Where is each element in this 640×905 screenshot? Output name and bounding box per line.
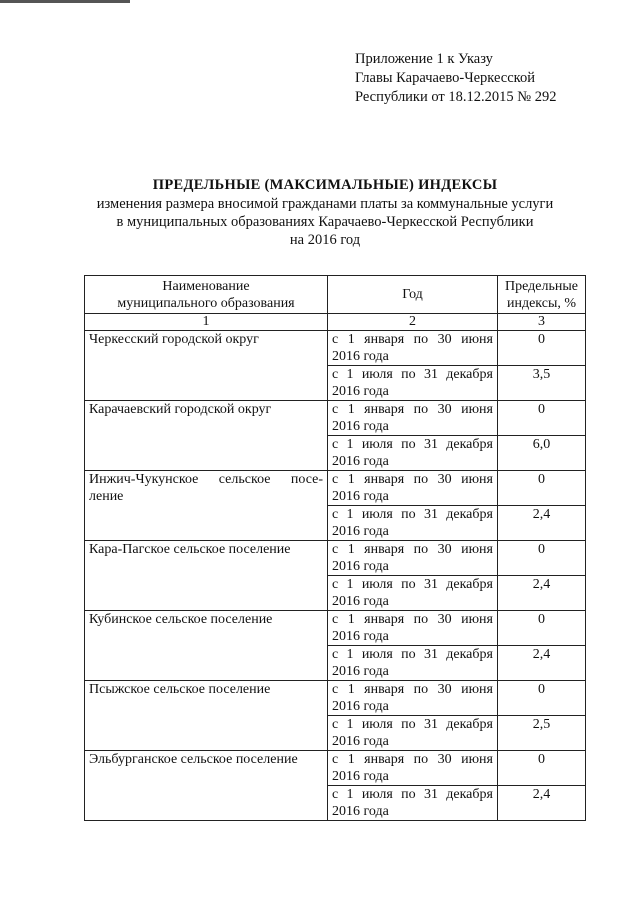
- period-line-1: [332, 716, 493, 733]
- table-row: [85, 471, 586, 506]
- indices-table: [84, 275, 586, 821]
- period-line-1: [332, 751, 493, 768]
- period-line-1: [332, 471, 493, 488]
- period-word: января: [364, 752, 405, 767]
- period-word: января: [364, 542, 405, 557]
- appendix-note: [355, 50, 625, 107]
- period-word: 1: [347, 332, 355, 347]
- table-row: [85, 401, 586, 436]
- period-word: с: [332, 437, 339, 452]
- index-value: 2,4: [498, 646, 586, 681]
- period-word: по: [401, 717, 416, 732]
- document-heading: [60, 176, 590, 249]
- period-cell: [328, 471, 498, 506]
- scan-edge-line: [0, 0, 130, 3]
- period-word: 30: [437, 612, 452, 627]
- period-word: 31: [423, 717, 438, 732]
- period-word: с: [332, 682, 339, 697]
- period-word: 1: [347, 752, 355, 767]
- period-word: июля: [361, 717, 393, 732]
- column-number-row: [85, 314, 586, 331]
- period-word: с: [332, 577, 339, 592]
- period-line-2: 2016 года: [332, 384, 389, 399]
- period-word: декабря: [446, 577, 493, 592]
- period-word: с: [332, 647, 339, 662]
- period-cell: [328, 541, 498, 576]
- period-word: декабря: [446, 437, 493, 452]
- period-word: января: [364, 332, 405, 347]
- period-word: декабря: [446, 367, 493, 382]
- index-value: 0: [498, 611, 586, 646]
- period-line-1: [332, 436, 493, 453]
- index-value: 3,5: [498, 366, 586, 401]
- header-year: Год: [328, 276, 498, 314]
- table-row: [85, 331, 586, 366]
- period-line-1: [332, 576, 493, 593]
- period-word: декабря: [446, 717, 493, 732]
- period-word: июня: [461, 402, 493, 417]
- subtitle-line-1: изменения размера вносимой гражданами платы за коммунальные услуги: [96, 196, 554, 212]
- period-word: 30: [437, 542, 452, 557]
- period-word: 1: [347, 472, 355, 487]
- period-word: 1: [347, 402, 355, 417]
- period-cell: [328, 506, 498, 541]
- period-word: по: [413, 472, 429, 487]
- period-line-1: [332, 401, 493, 418]
- period-line-2: 2016 года: [332, 524, 389, 539]
- period-word: июля: [361, 367, 393, 382]
- period-word: 1: [347, 542, 355, 557]
- period-cell: [328, 646, 498, 681]
- period-word: 30: [437, 472, 452, 487]
- period-word: 1: [347, 612, 355, 627]
- period-word: 31: [423, 437, 438, 452]
- period-word: 1: [346, 647, 354, 662]
- period-word: июля: [361, 787, 393, 802]
- period-cell: [328, 611, 498, 646]
- period-word: июня: [461, 752, 493, 767]
- municipality-name: Кубинское сельское поселение: [85, 611, 328, 681]
- period-word: декабря: [446, 787, 493, 802]
- period-word: января: [364, 402, 405, 417]
- period-word: с: [332, 367, 339, 382]
- subtitle-line-2: в муниципальных образованиях Карачаево-Черкесской Республики: [116, 214, 534, 230]
- period-word: июня: [461, 682, 493, 697]
- column-number: 2: [328, 314, 498, 331]
- period-line-1: [332, 506, 493, 523]
- period-word: 31: [423, 367, 438, 382]
- subtitle-line-3: на 2016 год: [289, 232, 361, 248]
- period-word: с: [332, 752, 339, 767]
- table-row: [85, 611, 586, 646]
- period-word: по: [401, 577, 416, 592]
- table-row: [85, 681, 586, 716]
- municipality-name: Псыжское сельское поселение: [85, 681, 328, 751]
- period-word: 1: [346, 717, 354, 732]
- period-line-1: [332, 541, 493, 558]
- period-word: 30: [437, 332, 452, 347]
- period-word: июня: [461, 542, 493, 557]
- period-line-2: 2016 года: [332, 454, 389, 469]
- index-value: 0: [498, 681, 586, 716]
- period-line-2: 2016 года: [332, 804, 389, 819]
- index-value: 2,4: [498, 786, 586, 821]
- period-line-2: 2016 года: [332, 594, 389, 609]
- header-name-line-2: муниципального образования: [117, 295, 295, 311]
- period-word: по: [413, 402, 429, 417]
- index-value: 0: [498, 541, 586, 576]
- period-line-2: 2016 года: [332, 559, 389, 574]
- period-line-2: 2016 года: [332, 734, 389, 749]
- period-cell: [328, 576, 498, 611]
- period-word: января: [364, 682, 405, 697]
- table-row: [85, 541, 586, 576]
- period-word: 1: [346, 577, 354, 592]
- period-line-1: [332, 331, 493, 348]
- period-cell: [328, 716, 498, 751]
- header-name: [85, 276, 328, 314]
- period-word: 1: [346, 367, 354, 382]
- period-word: января: [364, 612, 405, 627]
- period-line-1: [332, 611, 493, 628]
- period-word: июня: [461, 612, 493, 627]
- header-index-line-1: Предельные: [505, 278, 578, 294]
- header-index-line-2: индексы, %: [506, 295, 577, 311]
- period-cell: [328, 401, 498, 436]
- period-word: декабря: [446, 507, 493, 522]
- municipality-name: Эльбурганское сельское поселение: [85, 751, 328, 821]
- column-number: 3: [498, 314, 586, 331]
- header-name-line-1: Наименование: [162, 278, 250, 294]
- period-word: января: [364, 472, 405, 487]
- header-index: [498, 276, 586, 314]
- period-word: с: [332, 787, 339, 802]
- period-word: с: [332, 402, 339, 417]
- period-word: по: [413, 682, 429, 697]
- period-word: с: [332, 612, 339, 627]
- period-word: 31: [423, 507, 438, 522]
- period-line-2: 2016 года: [332, 349, 389, 364]
- period-cell: [328, 751, 498, 786]
- index-value: 2,5: [498, 716, 586, 751]
- period-word: с: [332, 542, 339, 557]
- period-word: июля: [361, 437, 393, 452]
- period-word: по: [401, 507, 416, 522]
- column-number: 1: [85, 314, 328, 331]
- period-word: с: [332, 472, 339, 487]
- period-word: июля: [361, 647, 393, 662]
- period-cell: [328, 436, 498, 471]
- period-word: по: [413, 332, 429, 347]
- period-word: по: [413, 752, 429, 767]
- period-word: с: [332, 332, 339, 347]
- period-line-1: [332, 786, 493, 803]
- document-title: ПРЕДЕЛЬНЫЕ (МАКСИМАЛЬНЫЕ) ИНДЕКСЫ: [152, 177, 498, 193]
- table-header-row: [85, 276, 586, 314]
- period-line-2: 2016 года: [332, 769, 389, 784]
- index-value: 0: [498, 331, 586, 366]
- period-word: по: [413, 542, 429, 557]
- period-line-1: [332, 681, 493, 698]
- appendix-line-3: Республики от 18.12.2015 № 292: [355, 89, 557, 105]
- index-value: 2,4: [498, 506, 586, 541]
- period-line-2: 2016 года: [332, 629, 389, 644]
- period-word: 1: [347, 682, 355, 697]
- period-word: 30: [437, 752, 452, 767]
- appendix-line-2: Главы Карачаево-Черкесской: [355, 70, 535, 86]
- index-value: 0: [498, 751, 586, 786]
- index-value: 0: [498, 471, 586, 506]
- period-line-2: 2016 года: [332, 664, 389, 679]
- period-word: 31: [423, 577, 438, 592]
- period-word: 31: [423, 647, 438, 662]
- appendix-line-1: Приложение 1 к Указу: [355, 51, 493, 67]
- period-line-1: [332, 366, 493, 383]
- period-cell: [328, 366, 498, 401]
- period-word: июня: [461, 332, 493, 347]
- municipality-name: Черкесский городской округ: [85, 331, 328, 401]
- period-word: июня: [461, 472, 493, 487]
- period-word: июля: [361, 507, 393, 522]
- municipality-name: Инжич-Чукунское сельское посе-ление: [85, 471, 328, 541]
- period-line-1: [332, 646, 493, 663]
- table-row: [85, 751, 586, 786]
- period-word: июля: [361, 577, 393, 592]
- period-word: по: [401, 367, 416, 382]
- period-word: по: [401, 437, 416, 452]
- period-word: по: [413, 612, 429, 627]
- period-word: 31: [423, 787, 438, 802]
- period-word: по: [401, 787, 416, 802]
- municipality-name: Карачаевский городской округ: [85, 401, 328, 471]
- index-value: 6,0: [498, 436, 586, 471]
- table-body: [85, 331, 586, 821]
- period-word: 1: [346, 507, 354, 522]
- period-line-2: 2016 года: [332, 419, 389, 434]
- period-word: с: [332, 507, 339, 522]
- period-word: 1: [346, 787, 354, 802]
- period-line-2: 2016 года: [332, 699, 389, 714]
- period-word: по: [401, 647, 416, 662]
- period-word: с: [332, 717, 339, 732]
- period-line-2: 2016 года: [332, 489, 389, 504]
- period-word: 1: [346, 437, 354, 452]
- index-value: 0: [498, 401, 586, 436]
- period-cell: [328, 331, 498, 366]
- period-word: декабря: [446, 647, 493, 662]
- municipality-name: Кара-Пагское сельское поселение: [85, 541, 328, 611]
- period-cell: [328, 786, 498, 821]
- period-word: 30: [437, 682, 452, 697]
- period-cell: [328, 681, 498, 716]
- index-value: 2,4: [498, 576, 586, 611]
- period-word: 30: [437, 402, 452, 417]
